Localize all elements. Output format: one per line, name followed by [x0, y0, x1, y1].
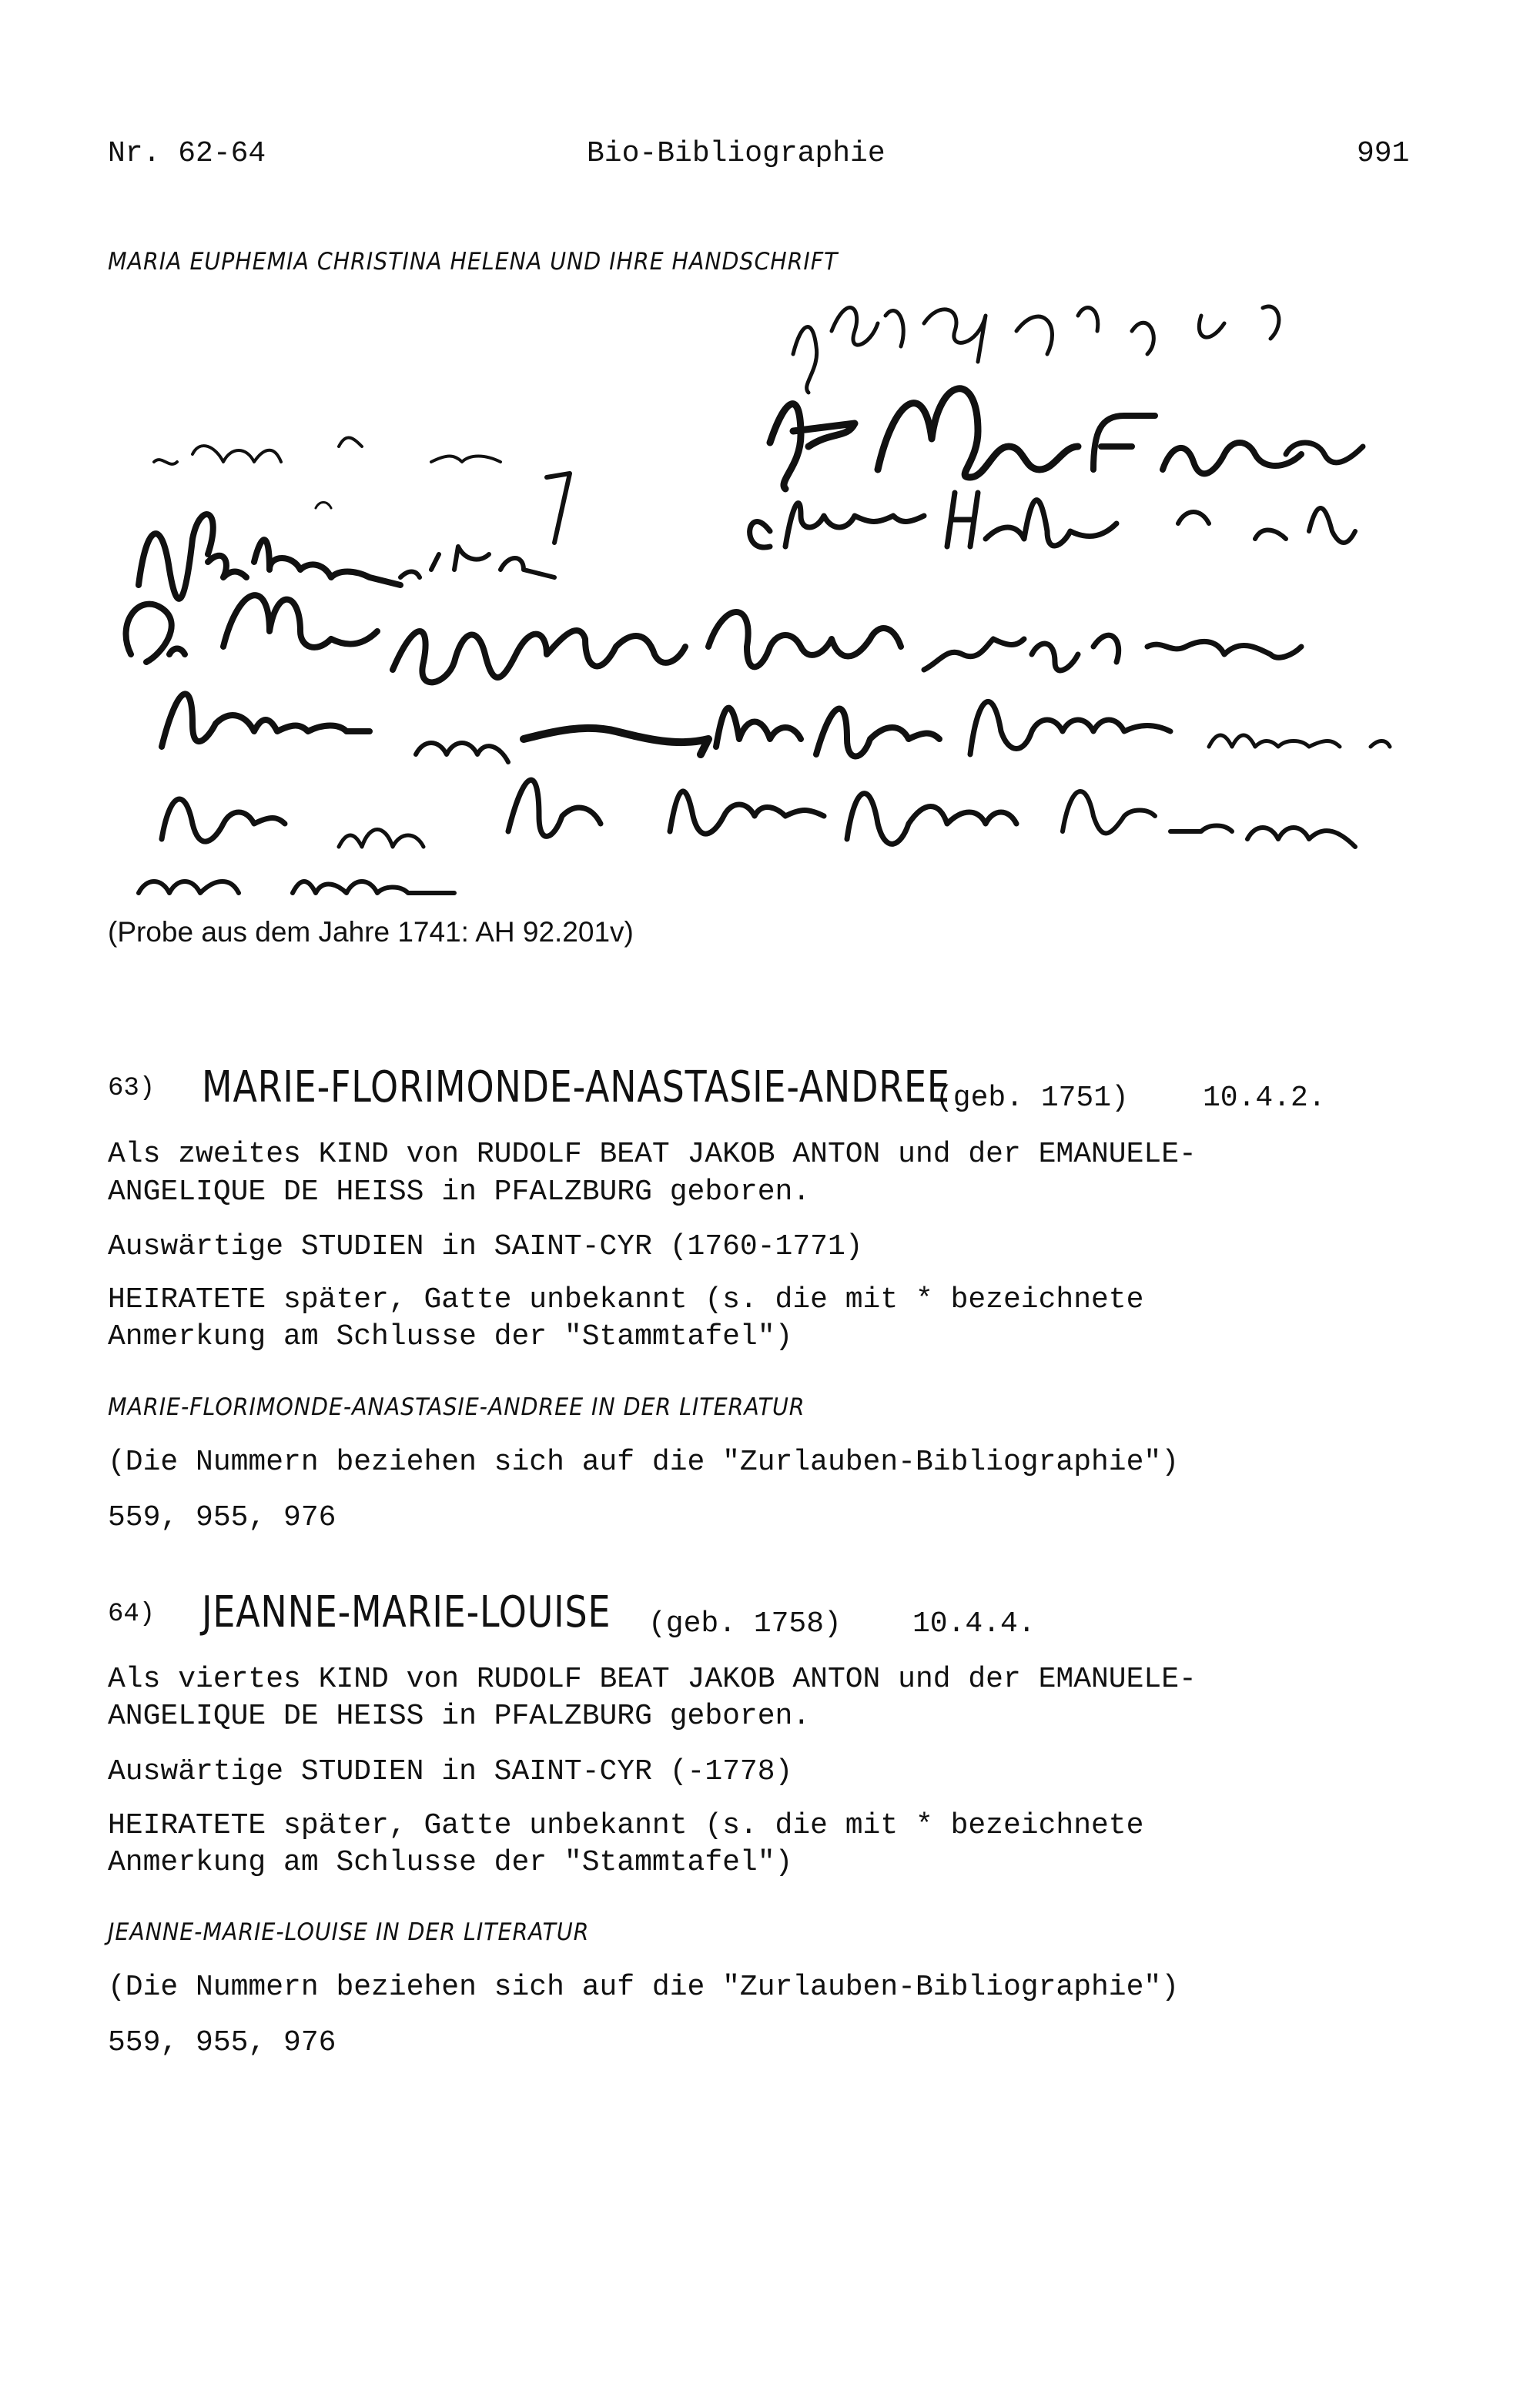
entry-63-literature-title: MARIE-FLORIMONDE-ANASTASIE-ANDREE IN DER LITERATUR: [108, 1393, 805, 1421]
entry-63-birth: (geb. 1751): [936, 1082, 1129, 1115]
entry-63-number: 63): [108, 1074, 156, 1103]
page-running-head-left: Nr. 62-64: [108, 137, 266, 170]
entry-63-code: 10.4.2.: [1203, 1082, 1326, 1115]
entry-64-marriage-line-2: Anmerkung am Schlusse der "Stammtafel"): [108, 1846, 793, 1879]
entry-63-birth-line-1: Als zweites KIND von RUDOLF BEAT JAKOB ANTON und der EMANUELE-: [108, 1138, 1197, 1171]
entry-63-literature-numbers: 559, 955, 976: [108, 1501, 336, 1534]
page-number: 991: [1357, 137, 1410, 170]
entry-64-literature-note: (Die Nummern beziehen sich auf die "Zurlauben-Bibliographie"): [108, 1971, 1180, 2004]
handwriting-sample-image: [108, 285, 1417, 908]
entry-64-birth: (geb. 1758): [648, 1607, 842, 1640]
entry-64-marriage-line-1: HEIRATETE später, Gatte unbekannt (s. die mit * bezeichnete: [108, 1809, 1144, 1842]
page-running-head-center: Bio-Bibliographie: [587, 137, 886, 170]
entry-63-marriage-line-1: HEIRATETE später, Gatte unbekannt (s. die mit * bezeichnete: [108, 1283, 1144, 1316]
entry-63-name: MARIE-FLORIMONDE-ANASTASIE-ANDREE: [202, 1062, 950, 1112]
entry-63-marriage-line-2: Anmerkung am Schlusse der "Stammtafel"): [108, 1320, 793, 1353]
entry-64-name: JEANNE-MARIE-LOUISE: [202, 1587, 611, 1637]
entry-63-literature-note: (Die Nummern beziehen sich auf die "Zurlauben-Bibliographie"): [108, 1446, 1180, 1479]
entry-64-literature-numbers: 559, 955, 976: [108, 2026, 336, 2059]
entry-63-studies: Auswärtige STUDIEN in SAINT-CYR (1760-1771): [108, 1230, 863, 1263]
entry-64-birth-line-1: Als viertes KIND von RUDOLF BEAT JAKOB ANTON und der EMANUELE-: [108, 1663, 1197, 1696]
entry-64-code: 10.4.4.: [912, 1607, 1036, 1640]
manuscript-caption: (Probe aus dem Jahre 1741: AH 92.201v): [108, 916, 634, 948]
entry-64-number: 64): [108, 1600, 156, 1629]
entry-64-studies: Auswärtige STUDIEN in SAINT-CYR (-1778): [108, 1755, 793, 1788]
section-title: MARIA EUPHEMIA CHRISTINA HELENA UND IHRE HANDSCHRIFT: [108, 248, 839, 276]
entry-64-birth-line-2: ANGELIQUE DE HEISS in PFALZBURG geboren.: [108, 1700, 811, 1733]
entry-63-birth-line-2: ANGELIQUE DE HEISS in PFALZBURG geboren.: [108, 1176, 811, 1209]
entry-64-literature-title: JEANNE-MARIE-LOUISE IN DER LITERATUR: [108, 1918, 590, 1946]
